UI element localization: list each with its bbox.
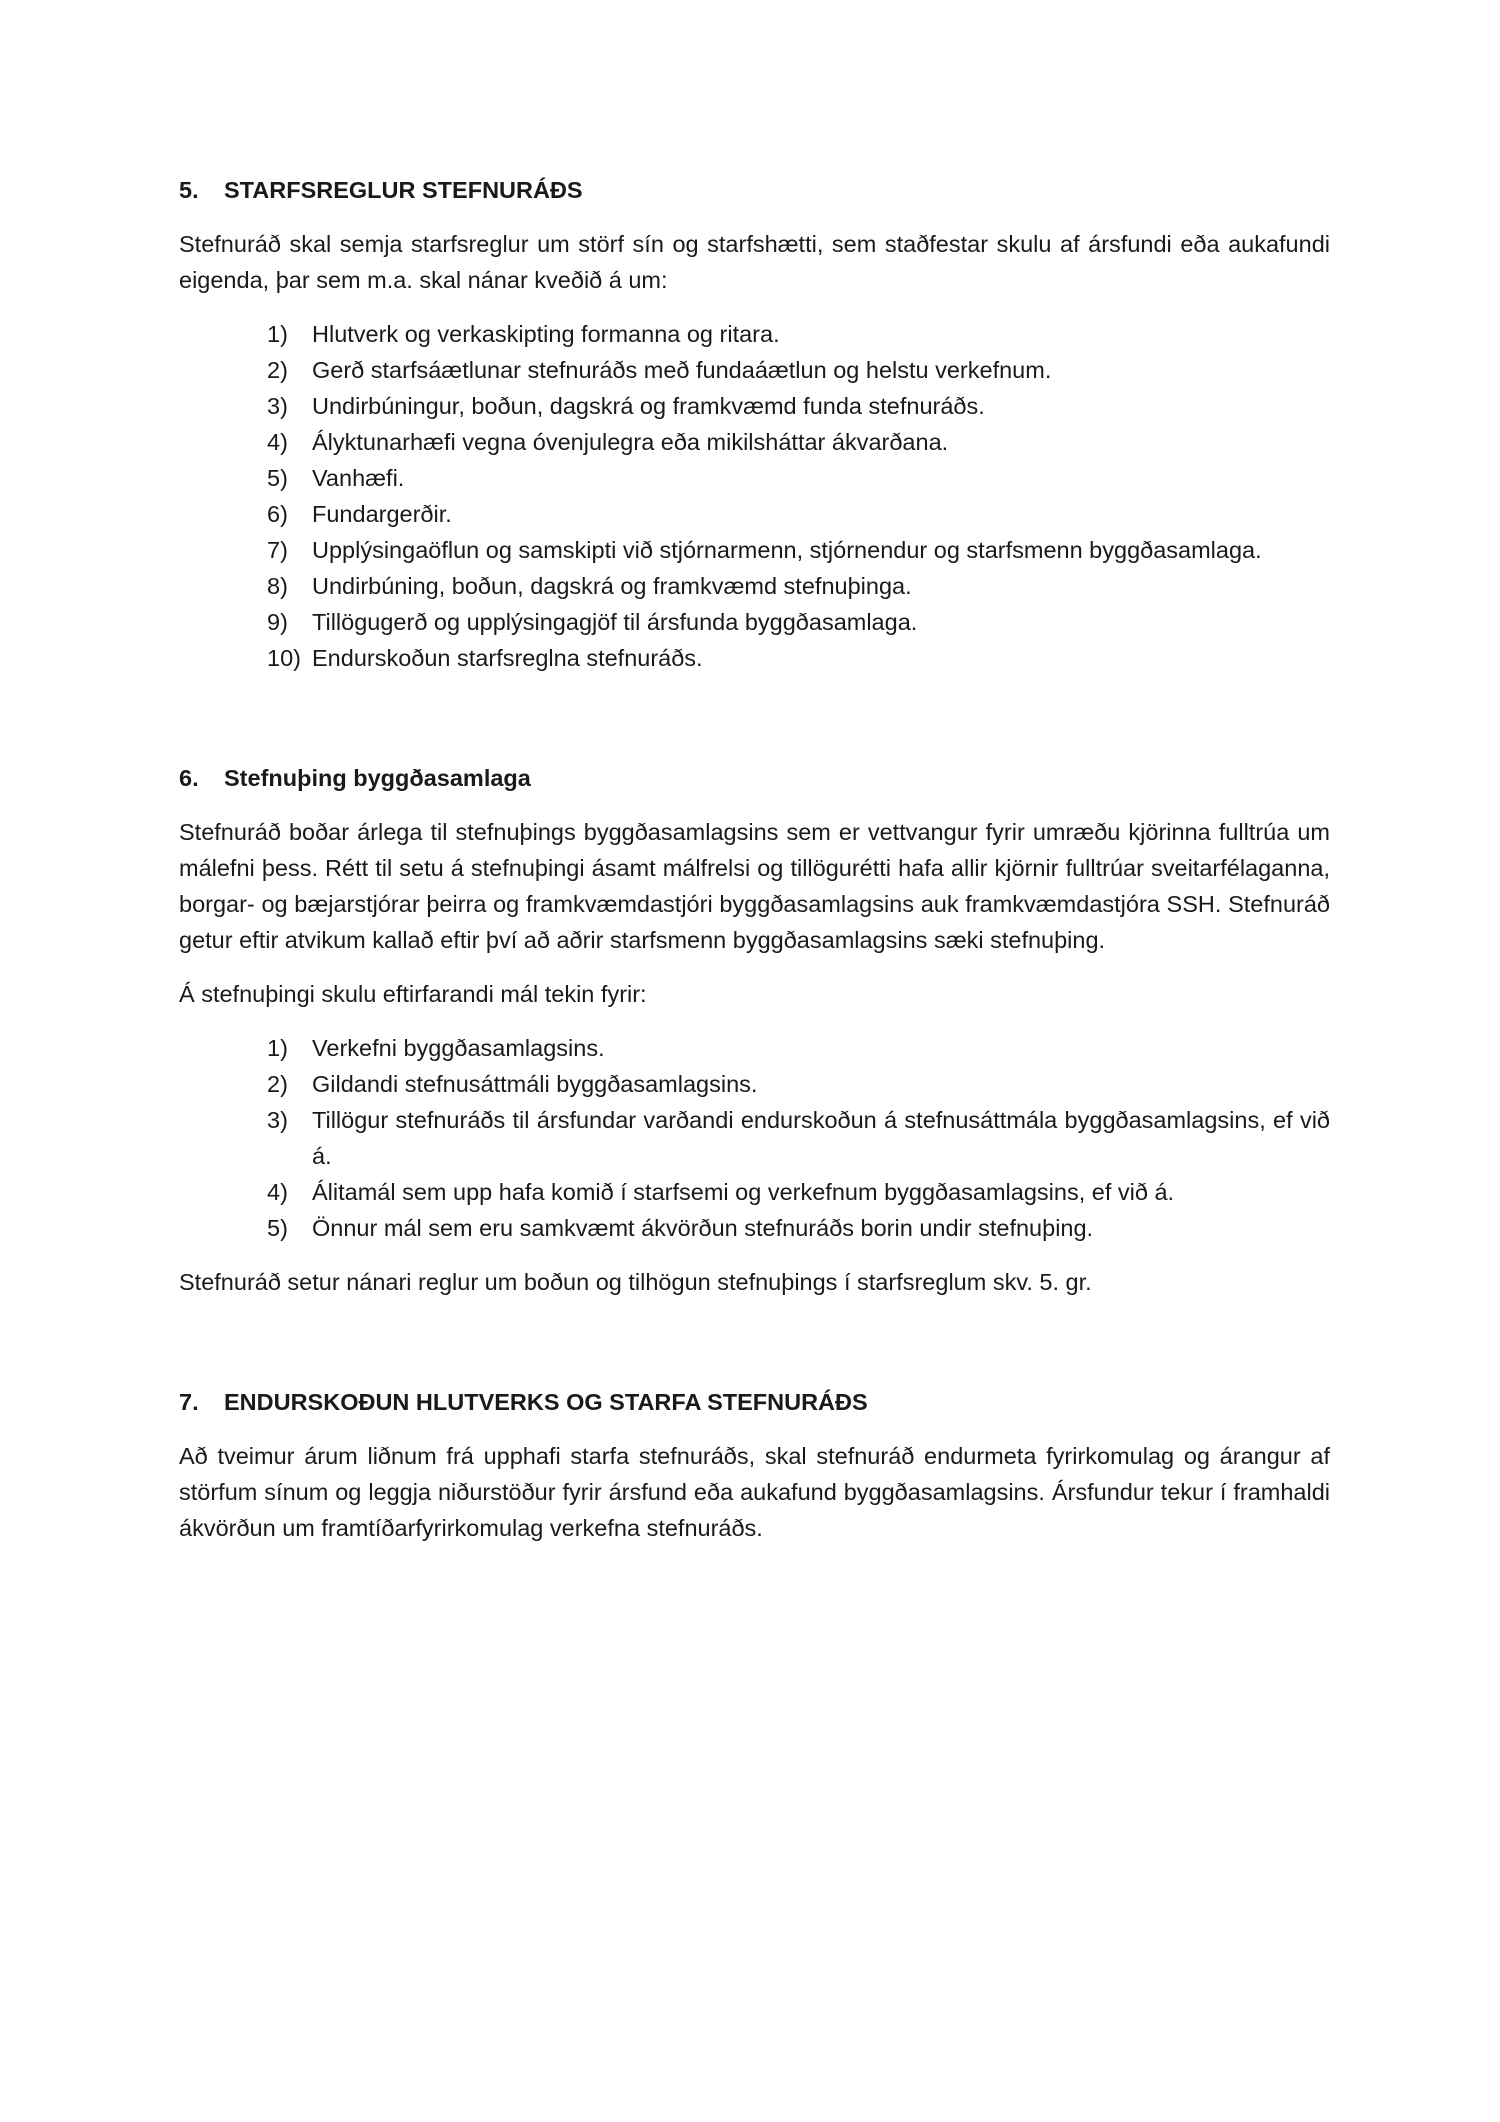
section-7-paragraph-1: Að tveimur árum liðnum frá upphafi starfa stefnuráðs, skal stefnuráð endurmeta fyrirkomulag og árangur af störfum sínum og leggja niðurstöður fyrir ársfund eða aukafund byggðasamlagsins. Ársfundur tekur í framhaldi ákvörðun um framtíðarfyrirkomulag verkefna stefnuráðs. (179, 1443, 1330, 1541)
section-6-paragraph-1: Stefnuráð boðar árlega til stefnuþings byggðasamlagsins sem er vettvangur fyrir umræðu kjörinna fulltrúa um málefni þess. Rétt til setu á stefnuþingi ásamt málfrelsi og tillögurétti hafa allir kjörnir fulltrúar sveitarfélaganna, borgar- og bæjarstjórar þeirra og framkvæmdastjóri byggðasamlagsins auk framkvæmdastjóra SSH. Stefnuráð getur eftir atvikum kallað eftir því að aðrir starfsmenn byggðasamlagsins sæki stefnuþing. (179, 819, 1330, 953)
item-number: 5) (267, 465, 288, 491)
item-number: 3) (267, 1107, 288, 1133)
item-text: Endurskoðun starfsreglna stefnuráðs. (312, 645, 703, 671)
list-item (267, 424, 1330, 460)
section-number: 7. (179, 1389, 199, 1415)
item-text: Álitamál sem upp hafa komið í starfsemi og verkefnum byggðasamlagsins, ef við á. (312, 1179, 1175, 1205)
section-6-paragraph-2: Á stefnuþingi skulu eftirfarandi mál tekin fyrir: (179, 981, 647, 1007)
list-item (267, 496, 1330, 532)
section-title: Stefnuþing byggðasamlaga (224, 765, 531, 791)
item-number: 10) (267, 645, 301, 671)
item-text: Gildandi stefnusáttmáli byggðasamlagsins. (312, 1071, 758, 1097)
item-text: Undirbúning, boðun, dagskrá og framkvæmd stefnuþinga. (312, 573, 912, 599)
item-number: 4) (267, 1179, 288, 1205)
section-title: ENDURSKOÐUN HLUTVERKS OG STARFA STEFNURÁÐS (224, 1389, 868, 1415)
item-number: 6) (267, 501, 288, 527)
item-number: 7) (267, 537, 288, 563)
item-text: Tillögugerð og upplýsingagjöf til ársfunda byggðasamlaga. (312, 609, 918, 635)
list-item (267, 1102, 1330, 1174)
item-number: 1) (267, 321, 288, 347)
section-5-list (179, 316, 1330, 676)
list-item (267, 1030, 1330, 1066)
item-text: Ályktunarhæfi vegna óvenjulegra eða mikilsháttar ákvarðana. (312, 429, 949, 455)
item-text: Upplýsingaöflun og samskipti við stjórnarmenn, stjórnendur og starfsmenn byggðasamlaga. (312, 537, 1262, 563)
list-item (267, 640, 1330, 676)
section-number: 5. (179, 177, 199, 203)
item-number: 2) (267, 357, 288, 383)
item-text: Fundargerðir. (312, 501, 452, 527)
section-7-heading (179, 1384, 1330, 1420)
section-6-heading (179, 760, 1330, 796)
list-item (267, 352, 1330, 388)
list-item (267, 460, 1330, 496)
section-6-list (179, 1030, 1330, 1246)
item-text: Tillögur stefnuráðs til ársfundar varðandi endurskoðun á stefnusáttmála byggðasamlagsins, ef við á. (312, 1107, 1330, 1169)
list-item (267, 1210, 1330, 1246)
item-number: 4) (267, 429, 288, 455)
item-text: Gerð starfsáætlunar stefnuráðs með fundaáætlun og helstu verkefnum. (312, 357, 1052, 383)
list-item (267, 388, 1330, 424)
list-item (267, 1174, 1330, 1210)
item-number: 8) (267, 573, 288, 599)
section-5-intro: Stefnuráð skal semja starfsreglur um störf sín og starfshætti, sem staðfestar skulu af ársfundi eða aukafundi eigenda, þar sem m.a. skal nánar kveðið á um: (179, 231, 1330, 293)
section-6-paragraph-3: Stefnuráð setur nánari reglur um boðun og tilhögun stefnuþings í starfsreglum skv. 5. gr. (179, 1269, 1092, 1295)
section-number: 6. (179, 765, 199, 791)
list-item (267, 1066, 1330, 1102)
list-item (267, 316, 1330, 352)
item-text: Vanhæfi. (312, 465, 405, 491)
list-item (267, 568, 1330, 604)
item-text: Verkefni byggðasamlagsins. (312, 1035, 605, 1061)
item-text: Undirbúningur, boðun, dagskrá og framkvæmd funda stefnuráðs. (312, 393, 985, 419)
item-number: 1) (267, 1035, 288, 1061)
item-text: Hlutverk og verkaskipting formanna og ritara. (312, 321, 780, 347)
section-title: STARFSREGLUR STEFNURÁÐS (224, 177, 583, 203)
item-number: 5) (267, 1215, 288, 1241)
item-number: 2) (267, 1071, 288, 1097)
list-item (267, 604, 1330, 640)
item-text: Önnur mál sem eru samkvæmt ákvörðun stefnuráðs borin undir stefnuþing. (312, 1215, 1094, 1241)
section-5-heading (179, 172, 1330, 208)
item-number: 3) (267, 393, 288, 419)
list-item (267, 532, 1330, 568)
item-number: 9) (267, 609, 288, 635)
